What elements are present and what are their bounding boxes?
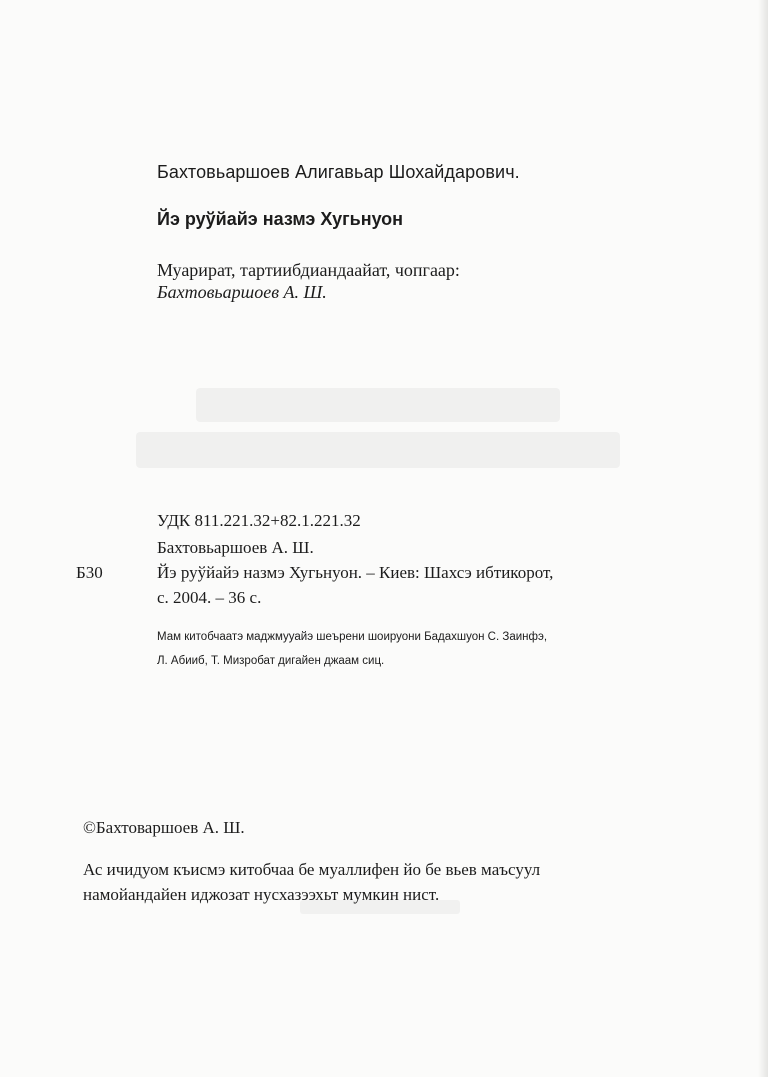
author-full-name: Бахтовьаршоев Алигавьар Шохайдарович.: [157, 162, 520, 182]
credits-role-line: Муарират, тартиибдиандаайат, чопгаар:: [157, 260, 460, 280]
bleed-title-line-2: [136, 432, 620, 468]
note-line-2: Л. Абииб, Т. Мизробат дигайен джаам сиц.: [157, 655, 385, 667]
catalog-author: Бахтовьаршоев А. Ш.: [157, 538, 314, 557]
book-title: Йэ руўйайэ назмэ Хугьнуон: [157, 209, 404, 229]
rights-line-2: намойандайен иджозат нусхазээхьт мумкин нист.: [83, 885, 440, 904]
copyright-notice: ©Бахтоваршоев А. Ш.: [83, 818, 245, 837]
credits-name: Бахтовьаршоев А. Ш.: [157, 282, 327, 302]
note-line-1: Мам китобчаатэ маджмууайэ шеърени шоируони Бадахшуон С. Заинфэ,: [157, 631, 548, 643]
rights-line-1: Ас ичидуом къисмэ китобчаа бе муаллифен йо бе вьев маъсуул: [83, 860, 541, 879]
bleed-title-line-1: [196, 388, 560, 422]
catalog-shelf-code: Б30: [76, 563, 103, 582]
catalog-title-line: Йэ руўйайэ назмэ Хугьнуон. – Киев: Шахсэ ибтикорот,: [157, 563, 554, 582]
page-edge-shadow: [758, 0, 768, 1077]
udk-classification: УДК 811.221.32+82.1.221.32: [157, 511, 361, 530]
catalog-year-line: с. 2004. – 36 с.: [157, 588, 262, 607]
